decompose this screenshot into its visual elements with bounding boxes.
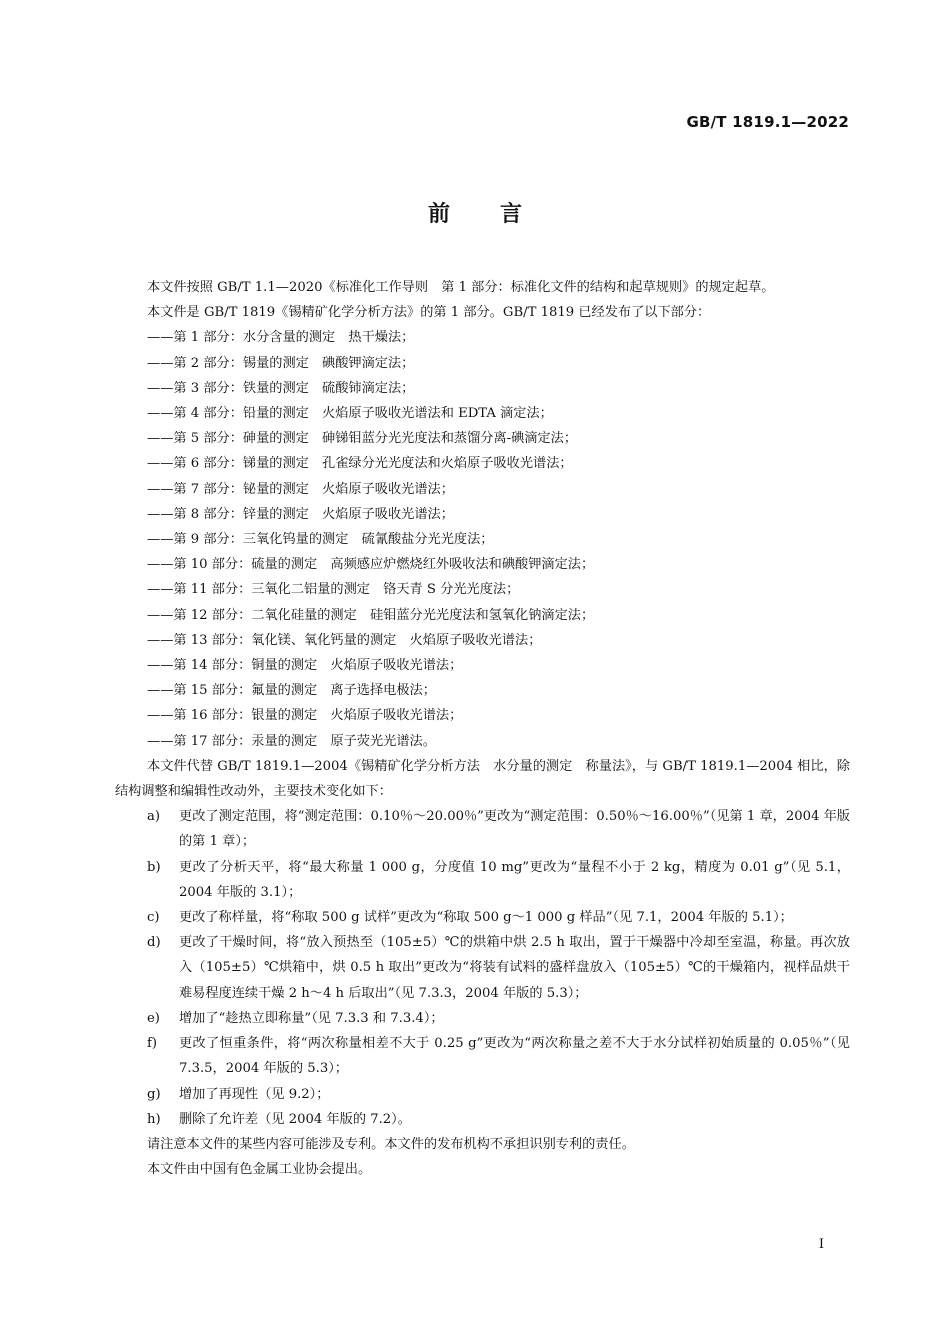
parts-list-item: ——第 11 部分：三氧化二铝量的测定 铬天青 S 分光光度法； [147, 582, 520, 598]
change-item [115, 1031, 850, 1081]
change-item [115, 1082, 850, 1107]
parts-list-item: ——第 13 部分：氧化镁、氧化钙量的测定 火焰原子吸收光谱法； [147, 632, 542, 648]
change-item [115, 930, 850, 1006]
paragraph-drafting-rules: 本文件按照 GB/T 1.1—2020《标准化工作导则 第 1 部分：标准化文件的结构和起草规则》的规定起草。 [147, 280, 775, 295]
parts-list-item: ——第 7 部分：铋量的测定 火焰原子吸收光谱法； [147, 481, 454, 497]
change-item [115, 804, 850, 854]
paragraph-proposer: 本文件由中国有色金属工业协会提出。 [147, 1162, 372, 1178]
paragraph-patent-notice: 请注意本文件的某些内容可能涉及专利。本文件的发布机构不承担识别专利的责任。 [147, 1136, 635, 1152]
change-label: f) [147, 1036, 158, 1052]
change-label: c) [147, 910, 160, 926]
change-item [115, 1006, 850, 1031]
parts-list-item: ——第 17 部分：汞量的测定 原子荧光光谱法。 [147, 733, 436, 749]
parts-list [115, 325, 850, 753]
change-text: 更改了分析天平，将“最大称量 1 000 g，分度值 10 mg”更改为“量程不小于 2 kg，精度为 0.01 g”（见 5.1，2004 年版的 3.1）； [179, 859, 850, 900]
change-item [115, 1107, 850, 1132]
parts-list-item: ——第 2 部分：锡量的测定 碘酸钾滴定法； [147, 355, 415, 371]
parts-list-item: ——第 9 部分：三氧化钨量的测定 硫氰酸盐分光光度法； [147, 532, 494, 548]
parts-list-item: ——第 1 部分：水分含量的测定 热干燥法； [147, 330, 415, 346]
paragraph-replacement: 本文件代替 GB/T 1819.1—2004《锡精矿化学分析方法 水分量的测定 称量法》，与 GB/T 1819.1—2004 相比，除结构调整和编辑性改动外，主要技术变化如下： [115, 758, 850, 800]
parts-list-item: ——第 4 部分：铅量的测定 火焰原子吸收光谱法和 EDTA 滴定法； [147, 406, 553, 422]
change-text: 删除了允许差（见 2004 年版的 7.2）。 [179, 1111, 411, 1127]
standard-number: GB/T 1819.1—2022 [686, 113, 849, 131]
change-item [115, 905, 850, 930]
parts-list-item: ——第 8 部分：锌量的测定 火焰原子吸收光谱法； [147, 506, 454, 522]
change-label: h) [147, 1111, 161, 1127]
parts-list-item: ——第 6 部分：锑量的测定 孔雀绿分光光度法和火焰原子吸收光谱法； [147, 456, 573, 472]
parts-list-item: ——第 16 部分：银量的测定 火焰原子吸收光谱法； [147, 708, 463, 724]
change-text: 增加了再现性（见 9.2）； [179, 1086, 330, 1102]
page-title [0, 197, 950, 228]
change-text: 更改了恒重条件，将“两次称量相差不大于 0.25 g”更改为“两次称量之差不大于水分试样初始质量的 0.05％”（见 7.3.5，2004 年版的 5.3）； [179, 1036, 850, 1077]
change-item [115, 855, 850, 905]
foreword-body [115, 275, 850, 1182]
change-text: 增加了“趁热立即称量”（见 7.3.3 和 7.3.4）； [179, 1010, 444, 1026]
change-label: b) [147, 859, 161, 875]
paragraph-series-intro: 本文件是 GB/T 1819《锡精矿化学分析方法》的第 1 部分。GB/T 1819 已经发布了以下部分： [147, 305, 711, 321]
change-label: a) [147, 809, 161, 825]
change-label: g) [147, 1086, 161, 1102]
parts-list-item: ——第 10 部分：硫量的测定 高频感应炉燃烧红外吸收法和碘酸钾滴定法； [147, 557, 595, 573]
parts-list-item: ——第 5 部分：砷量的测定 砷锑钼蓝分光光度法和蒸馏分离-碘滴定法； [147, 431, 578, 447]
changes-list [115, 804, 850, 1132]
parts-list-item: ——第 3 部分：铁量的测定 硫酸铈滴定法； [147, 380, 415, 396]
parts-list-item: ——第 14 部分：铜量的测定 火焰原子吸收光谱法； [147, 658, 463, 674]
change-text: 更改了干燥时间，将“放入预热至（105±5）℃的烘箱中烘 2.5 h 取出，置于干燥器中冷却至室温，称量。再次放入（105±5）℃烘箱中，烘 0.5 h 取出”更改为“将装有试料的盛样盘放入（105±5）℃的干燥箱内，视样品烘干难易程度连续干燥 2 h～4 h 后取出”（见 7.3.3，2004 年版的 5.3）； [179, 935, 850, 1001]
page-number: I [818, 1237, 824, 1252]
change-label: d) [147, 935, 161, 951]
change-text: 更改了称样量，将“称取 500 g 试样”更改为“称取 500 g～1 000 g 样品”（见 7.1，2004 年版的 5.1）； [179, 910, 793, 926]
change-label: e) [147, 1010, 160, 1026]
parts-list-item: ——第 12 部分：二氧化硅量的测定 硅钼蓝分光光度法和氢氧化钠滴定法； [147, 607, 595, 623]
title-char-2: 言 [500, 202, 523, 227]
title-char-1: 前 [427, 202, 450, 227]
parts-list-item: ——第 15 部分：氟量的测定 离子选择电极法； [147, 683, 436, 699]
change-text: 更改了测定范围，将“测定范围：0.10％～20.00％”更改为“测定范围：0.50％～16.00％”（见第 1 章，2004 年版的第 1 章）； [179, 809, 850, 850]
